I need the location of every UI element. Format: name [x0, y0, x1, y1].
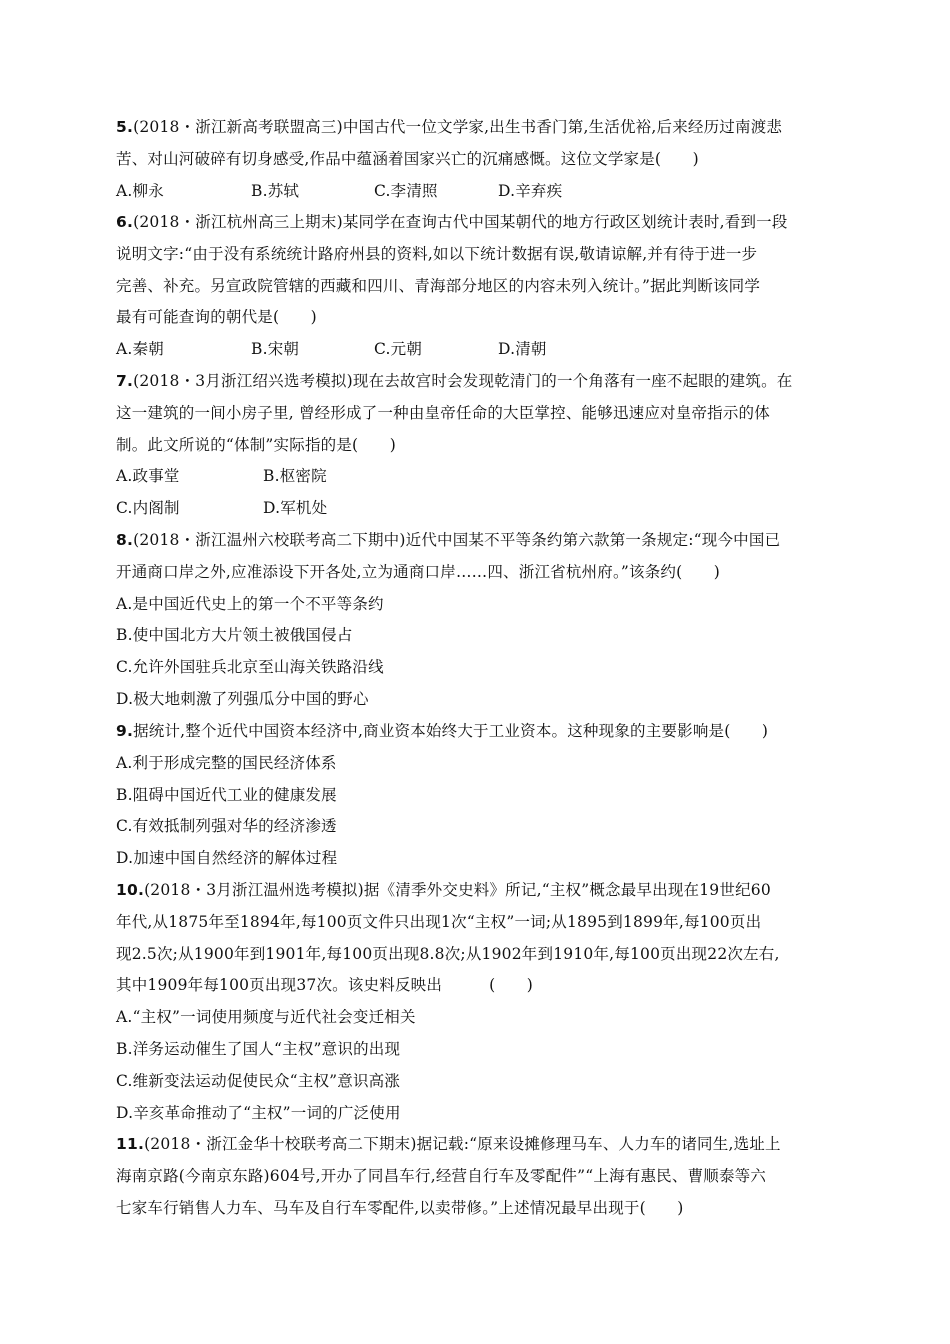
question-9	[116, 716, 836, 875]
question-text-line: 9.据统计,整个近代中国资本经济中,商业资本始终大于工业资本。这种现象的主要影响是( )	[116, 722, 769, 740]
question-6	[116, 207, 836, 366]
question-text-line: 8.(2018・浙江温州六校联考高二下期中)近代中国某不平等条约第六款第一条规定:“现今中国已	[116, 531, 781, 549]
option-d[interactable]: D.辛亥革命推动了“主权”一词的广泛使用	[116, 1103, 401, 1122]
option-c[interactable]: C.李清照	[374, 181, 438, 200]
options-row	[116, 461, 836, 493]
question-text-line: 6.(2018・浙江杭州高三上期末)某同学在查询古代中国某朝代的地方行政区划统计表时,看到一段	[116, 213, 788, 231]
question-number: 6.	[116, 213, 134, 231]
option-a[interactable]: A.柳永	[116, 181, 164, 200]
question-text-line: 开通商口岸之外,应准添设下开各处,立为通商口岸……四、浙江省杭州府。”该条约( )	[116, 562, 721, 581]
question-number: 9.	[116, 722, 134, 740]
question-11	[116, 1129, 836, 1224]
question-text-line: 其中1909年每100页出现37次。该史料反映出 ( )	[116, 976, 534, 995]
question-text-line: 这一建筑的一间小房子里, 曾经形成了一种由皇帝任命的大臣掌控、能够迅速应对皇帝指示的体	[116, 403, 770, 422]
option-d[interactable]: D.加速中国自然经济的解体过程	[116, 849, 338, 868]
question-text-line: 11.(2018・浙江金华十校联考高二下期末)据记载:“原来设摊修理马车、人力车的诸同生,选址上	[116, 1135, 781, 1153]
question-number: 5.	[116, 118, 134, 136]
option-b[interactable]: B.洋务运动催生了国人“主权”意识的出现	[116, 1039, 401, 1058]
option-c[interactable]: C.内阁制	[116, 499, 180, 518]
option-a[interactable]: A.利于形成完整的国民经济体系	[116, 753, 337, 772]
option-d[interactable]: D.军机处	[263, 499, 328, 518]
option-c[interactable]: C.维新变法运动促使民众“主权”意识高涨	[116, 1071, 401, 1090]
option-a[interactable]: A.“主权”一词使用频度与近代社会变迁相关	[116, 1008, 416, 1027]
option-b[interactable]: B.苏轼	[251, 181, 300, 200]
question-text-line: 年代,从1875年至1894年,每100页文件只出现1次“主权”一词;从1895到1899年,每100页出	[116, 912, 762, 931]
question-text-line: 7.(2018・3月浙江绍兴选考模拟)现在去故宫时会发现乾清门的一个角落有一座不起眼的建筑。在	[116, 372, 793, 390]
question-8	[116, 525, 836, 716]
option-b[interactable]: B.阻碍中国近代工业的健康发展	[116, 785, 337, 804]
question-number: 8.	[116, 531, 134, 549]
question-text-line: 说明文字:“由于没有系统统计路府州县的资料,如以下统计数据有误,敬请谅解,并有待于进一步	[116, 244, 758, 263]
option-a[interactable]: A.是中国近代史上的第一个不平等条约	[116, 594, 384, 613]
option-c[interactable]: C.有效抵制列强对华的经济渗透	[116, 817, 337, 836]
question-text-line: 制。此文所说的“体制”实际指的是( )	[116, 435, 396, 454]
option-a[interactable]: A.政事堂	[116, 467, 180, 486]
option-c[interactable]: C.元朝	[374, 340, 423, 359]
question-number: 11.	[116, 1135, 145, 1153]
option-d[interactable]: D.辛弃疾	[498, 181, 563, 200]
option-a[interactable]: A.秦朝	[116, 340, 164, 359]
question-10	[116, 875, 836, 1129]
option-b[interactable]: B.宋朝	[251, 340, 300, 359]
option-b[interactable]: B.枢密院	[263, 467, 327, 486]
question-text-line: 现2.5次;从1900年到1901年,每100页出现8.8次;从1902年到1910年,每100页出现22次左右,	[116, 944, 780, 963]
option-c[interactable]: C.允许外国驻兵北京至山海关铁路沿线	[116, 658, 384, 677]
options-row	[116, 176, 836, 208]
question-text-line: 苦、对山河破碎有切身感受,作品中蕴涵着国家兴亡的沉痛感慨。这位文学家是( )	[116, 149, 699, 168]
question-number: 7.	[116, 372, 134, 390]
question-text-line: 10.(2018・3月浙江温州选考模拟)据《清季外交史料》所记,“主权”概念最早出现在19世纪60	[116, 881, 771, 899]
question-text-line: 完善、补充。另宣政院管辖的西藏和四川、青海部分地区的内容未列入统计。”据此判断该同学	[116, 276, 761, 295]
question-text-line: 最有可能查询的朝代是( )	[116, 308, 317, 327]
option-d[interactable]: D.极大地刺激了列强瓜分中国的野心	[116, 689, 369, 708]
option-d[interactable]: D.清朝	[498, 340, 547, 359]
question-text-line: 5.(2018・浙江新高考联盟高三)中国古代一位文学家,出生书香门第,生活优裕,后来经历过南渡悲	[116, 118, 783, 136]
question-text-line: 海南京路(今南京东路)604号,开办了同昌车行,经营自行车及零配件”“上海有惠民、曹顺泰等六	[116, 1166, 767, 1185]
question-5	[116, 112, 836, 207]
question-7	[116, 366, 836, 525]
option-b[interactable]: B.使中国北方大片领土被俄国侵占	[116, 626, 353, 645]
options-row	[116, 334, 836, 366]
question-text-line: 七家车行销售人力车、马车及自行车零配件,以卖带修。”上述情况最早出现于( )	[116, 1198, 684, 1217]
question-number: 10.	[116, 881, 145, 899]
options-row	[116, 493, 836, 525]
